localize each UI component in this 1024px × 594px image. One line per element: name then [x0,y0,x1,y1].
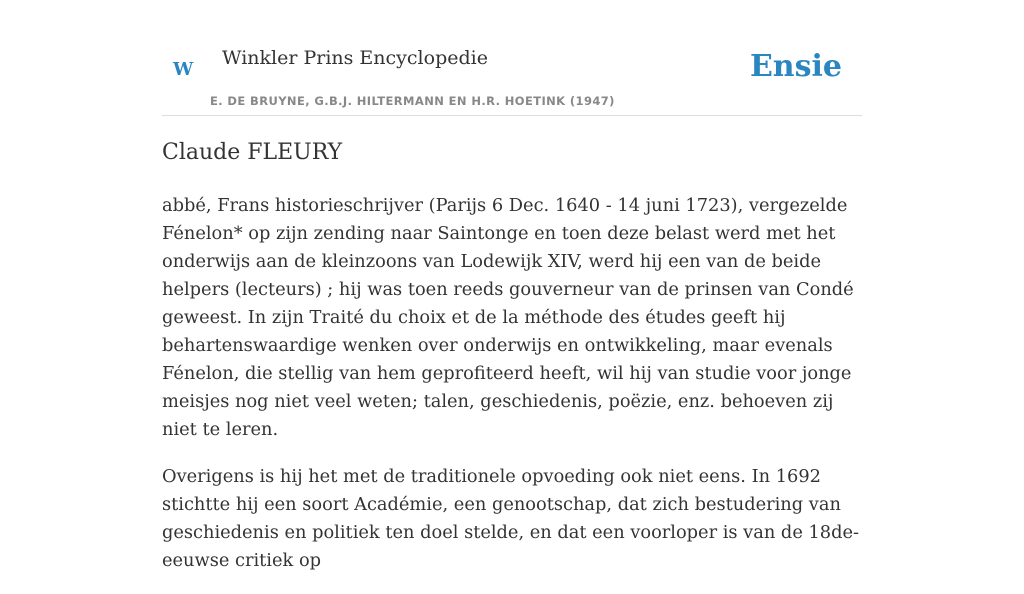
source-title[interactable]: Winkler Prins Encyclopedie [222,47,488,69]
source-header [162,40,862,116]
ensie-logo-link[interactable]: Ensie [749,49,842,84]
source-authors: E. DE BRUYNE, G.B.J. HILTERMANN EN H.R. HOETINK (1947) [210,94,615,108]
winkler-prins-logo[interactable]: w [173,52,194,82]
article-title: Claude FLEURY [162,140,343,165]
article-paragraph-2: Overigens is hij het met de traditionele opvoeding ook niet eens. In 1692 stichtte hij een soort Académie, een genootschap, dat zich bestudering van geschiedenis en politiek ten doel stelde, en dat een voorloper is van de 18de-eeuwse critiek op [162,466,860,571]
article-body [162,192,862,594]
article-paragraph-1: abbé, Frans historieschrijver (Parijs 6 Dec. 1640 - 14 juni 1723), vergezelde Fénelon* op zijn zending naar Saintonge en toen deze belast werd met het onderwijs aan de kleinzoons van Lodewijk XIV, werd hij een van de beide helpers (lecteurs) ; hij was toen reeds gouverneur van de prinsen van Condé geweest. In zijn Traité du choix et de la méthode des études geeft hij behartenswaardige wenken over onderwijs en ontwikkeling, maar evenals Fénelon, die stellig van hem geprofiteerd heeft, wil hij van studie voor jonge meisjes nog niet veel weten; talen, geschiedenis, poëzie, enz. behoeven zij niet te leren. [162,195,854,440]
